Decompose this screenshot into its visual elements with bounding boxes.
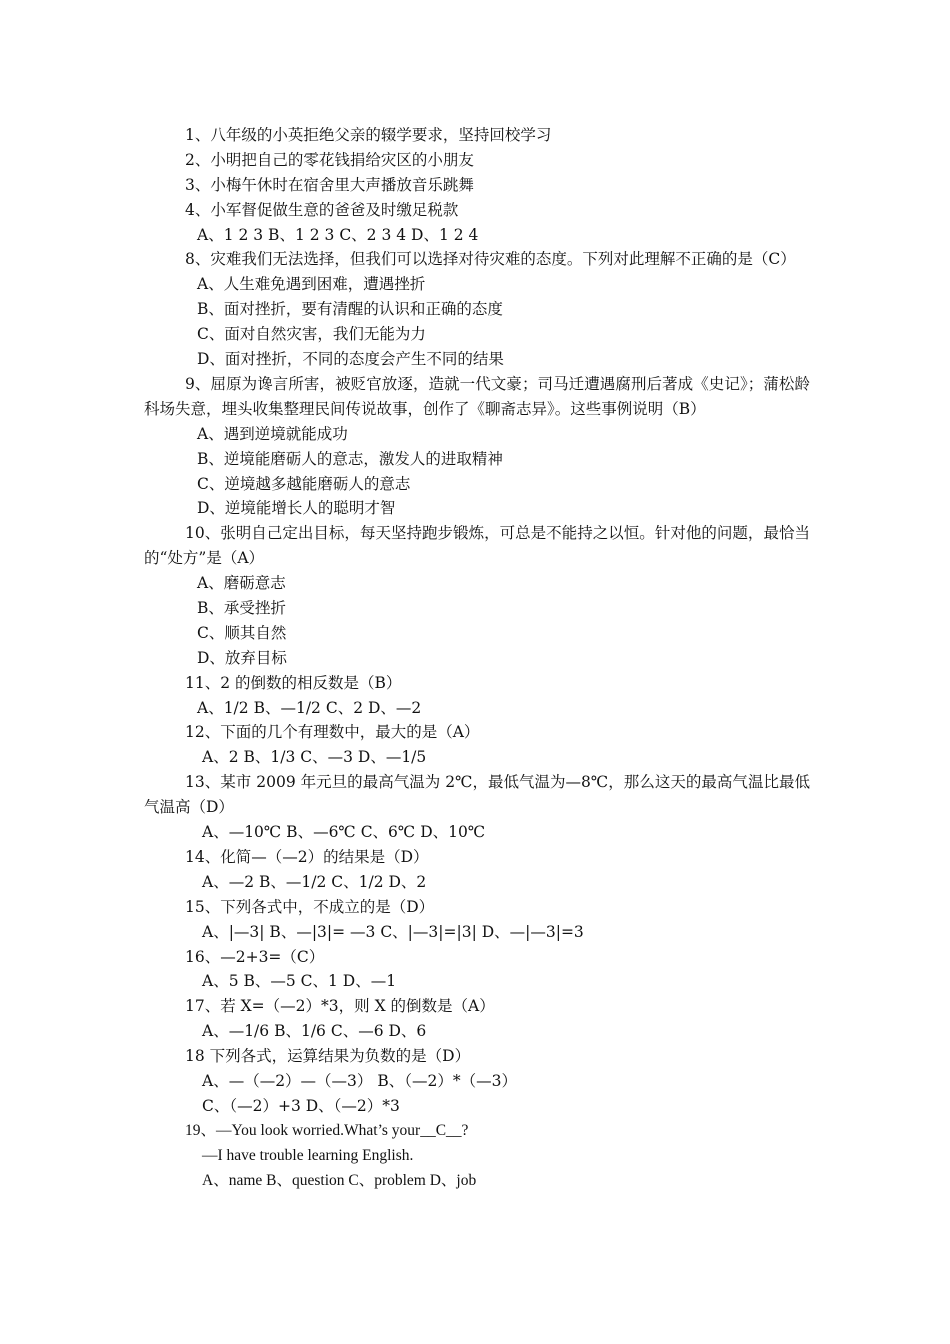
q10-option-d: D、放弃目标 xyxy=(197,648,287,667)
q8-option-d: D、面对挫折，不同的态度会产生不同的结果 xyxy=(197,350,504,369)
q9-option-b: B、逆境能磨砺人的意志，激发人的进取精神 xyxy=(197,449,503,468)
q18-options-cd: C、（—2）+3 D、（—2）*3 xyxy=(202,1096,400,1115)
q9-option-a: A、遇到逆境就能成功 xyxy=(197,424,348,443)
statement-1: 1、八年级的小英拒绝父亲的辍学要求，坚持回校学习 xyxy=(185,126,552,144)
q10-option-b: B、承受挫折 xyxy=(197,599,286,617)
question-12: 12、下面的几个有理数中，最大的是（A） xyxy=(185,723,480,742)
q11-options: A、1/2 B、—1/2 C、2 D、—2 xyxy=(197,698,422,717)
question-16: 16、—2+3=（C） xyxy=(185,947,325,966)
statement-4: 4、小军督促做生意的爸爸及时缴足税款 xyxy=(185,200,459,219)
question-8: 8、灾难我们无法选择，但我们可以选择对待灾难的态度。下列对此理解不正确的是（C） xyxy=(185,250,796,269)
question-15: 15、下列各式中，不成立的是（D） xyxy=(185,897,435,916)
q10-option-c: C、顺其自然 xyxy=(197,623,287,642)
q8-option-c: C、面对自然灾害，我们无能为力 xyxy=(197,325,426,344)
q8-option-a: A、人生难免遇到困难，遭遇挫折 xyxy=(197,275,426,294)
q10-option-a: A、磨砺意志 xyxy=(197,574,286,593)
question-18: 18 下列各式，运算结果为负数的是（D） xyxy=(185,1047,471,1066)
q7-options: A、1 2 3 B、1 2 3 C、2 3 4 D、1 2 4 xyxy=(197,225,479,244)
question-19: 19、—You look worried.What’s your__C__? xyxy=(185,1121,469,1139)
q19-options: A、name B、question C、problem D、job xyxy=(202,1171,477,1189)
q17-options: A、—1/6 B、1/6 C、—6 D、6 xyxy=(202,1022,427,1041)
q15-options: A、|—3| B、—|3|= —3 C、|—3|=|3| D、—|—3|=3 xyxy=(202,922,584,941)
q12-options: A、2 B、1/3 C、—3 D、—1/5 xyxy=(202,748,427,767)
question-14: 14、化简—（—2）的结果是（D） xyxy=(185,847,429,866)
question-9: 9、屈原为谗言所害，被贬官放逐，造就一代文豪；司马迁遭遇腐刑后著成《史记》；蒲松龄科场失意，埋头收集整理民间传说故事，创作了《聊斋志异》。这些事例说明（B） xyxy=(144,374,810,418)
q8-option-b: B、面对挫折，要有清醒的认识和正确的态度 xyxy=(197,300,503,319)
q16-options: A、5 B、—5 C、1 D、—1 xyxy=(202,972,397,991)
statement-3: 3、小梅午休时在宿舍里大声播放音乐跳舞 xyxy=(185,175,474,194)
q13-options: A、—10℃ B、—6℃ C、6℃ D、10℃ xyxy=(202,823,486,842)
q18-options-ab: A、—（—2）—（—3） B、（—2）*（—3） xyxy=(202,1071,517,1090)
question-11: 11、2 的倒数的相反数是（B） xyxy=(185,673,402,692)
question-10: 10、张明自己定出目标，每天坚持跑步锻炼，可总是不能持之以恒。针对他的问题，最恰当的“处方”是（A） xyxy=(144,524,810,568)
question-17: 17、若 X=（—2）*3，则 X 的倒数是（A） xyxy=(185,997,495,1016)
q9-option-c: C、逆境越多越能磨砺人的意志 xyxy=(197,474,411,493)
q14-options: A、—2 B、—1/2 C、1/2 D、2 xyxy=(202,872,427,891)
q19-reply: —I have trouble learning English. xyxy=(202,1146,414,1164)
q9-option-d: D、逆境能增长人的聪明才智 xyxy=(197,499,396,518)
statement-2: 2、小明把自己的零花钱捐给灾区的小朋友 xyxy=(185,150,474,169)
question-13: 13、某市 2009 年元旦的最高气温为 2℃，最低气温为—8℃，那么这天的最高气温比最低气温高（D） xyxy=(144,773,810,817)
